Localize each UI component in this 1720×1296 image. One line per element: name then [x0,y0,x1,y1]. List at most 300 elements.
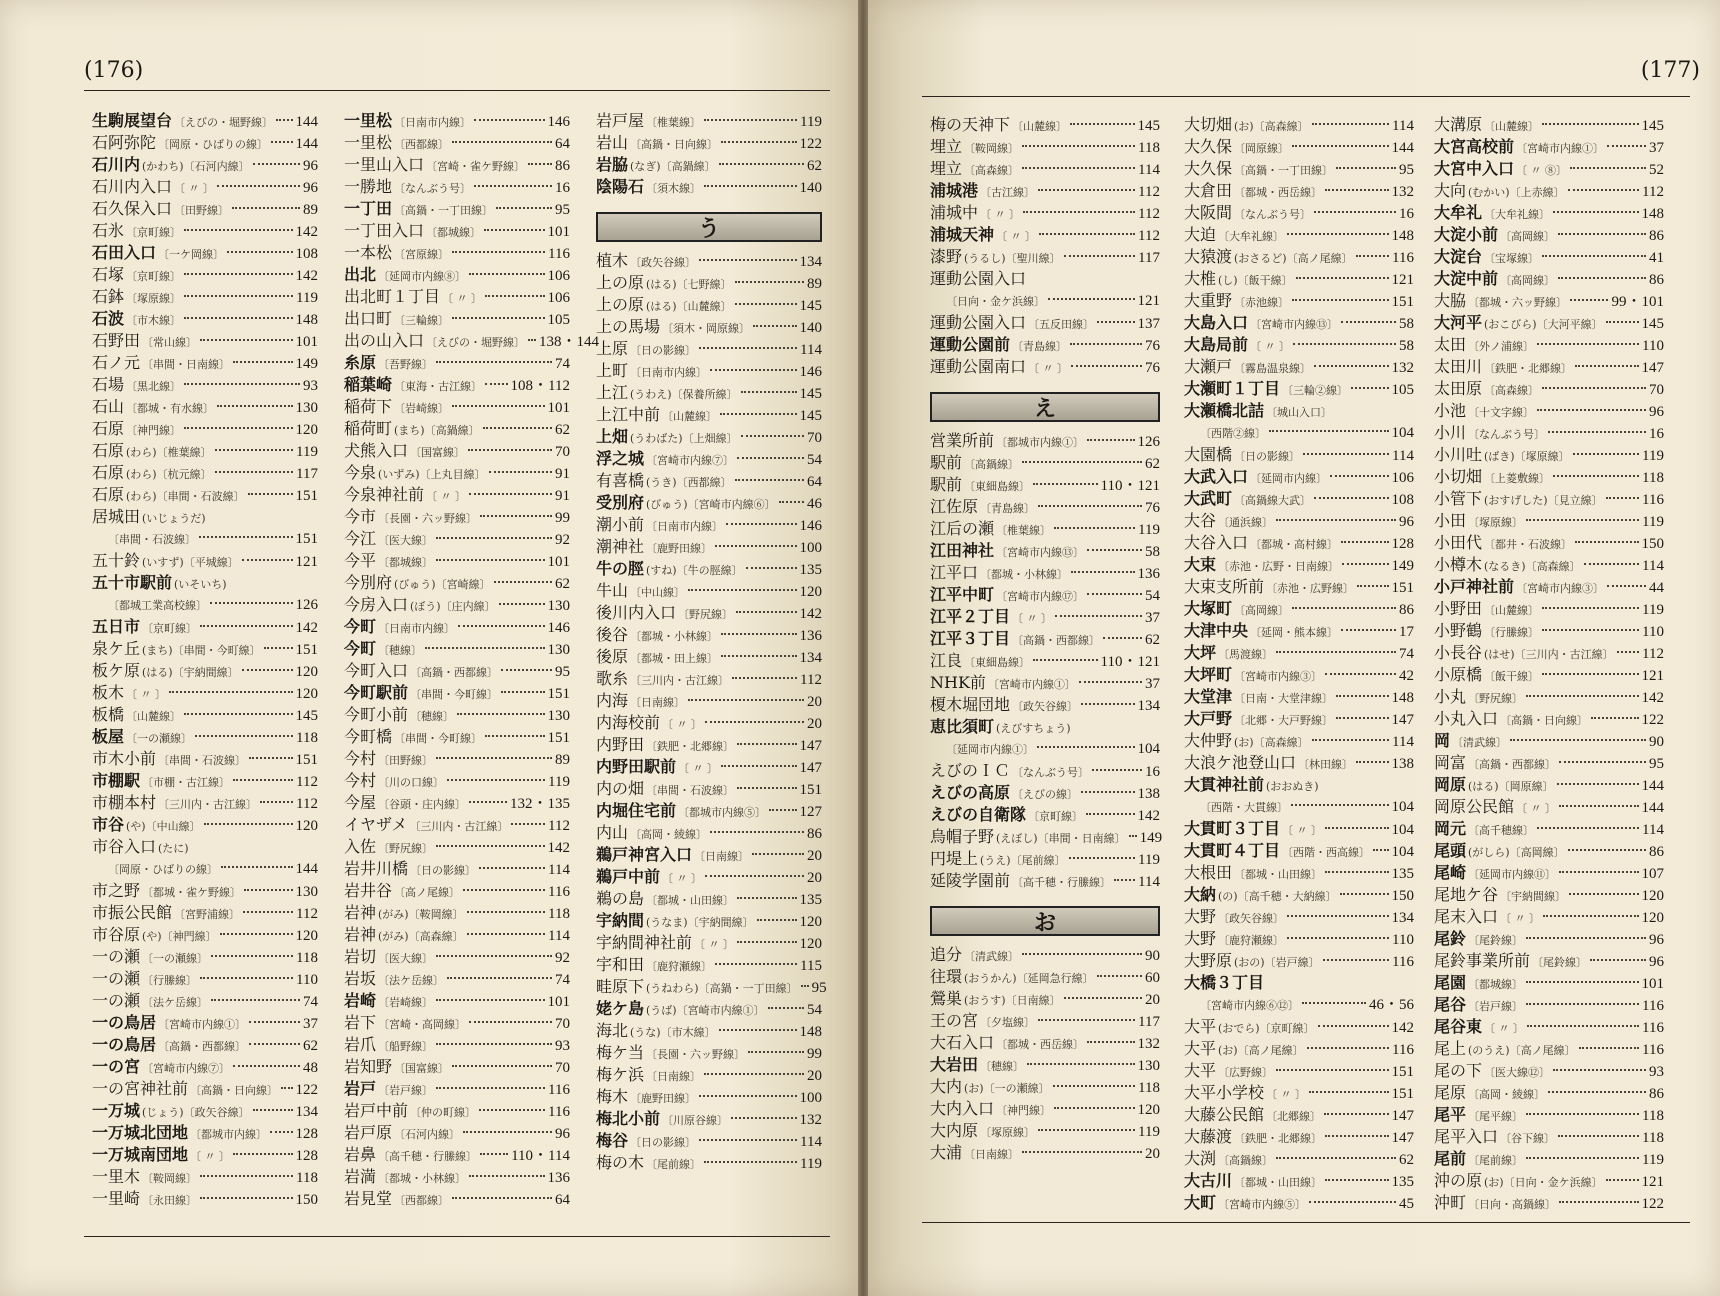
leader-dots [468,449,552,451]
route-name: 〔椎葉線〕 [646,116,702,129]
page-ref: 135 [799,892,822,908]
stop-name: 烏帽子野 [930,827,995,846]
route-name: 〔市木線〕 [126,314,182,327]
index-entry [344,352,570,374]
page-ref: 96 [303,158,318,174]
stop-name: 大武町 [1184,489,1233,508]
right-page [868,0,1720,1296]
index-entry [596,132,822,154]
leader-dots [769,809,796,811]
index-entry [92,660,318,682]
stop-name: 鵜の島 [596,889,645,908]
stop-name: 岩山 [596,133,629,152]
stop-name: 市谷 [92,815,125,834]
route-name: 〔三輪線〕 [394,314,450,327]
stop-name: 石久保入口 [92,199,173,218]
stop-name: 上江中前 [596,405,661,424]
page-ref: 122 [295,1082,318,1098]
page-ref: 101 [547,400,570,416]
page-ref: 151 [295,752,318,768]
page-ref: 119 [800,114,822,130]
route-name: 〔医大線〕 [378,952,434,965]
index-entry [930,518,1160,540]
index-entry [1434,246,1664,268]
index-entry [1434,158,1664,180]
index-entry [596,998,822,1020]
stop-name: 歌糸 [596,669,629,688]
index-entry [92,154,318,176]
page-ref: 119 [1642,602,1664,618]
leader-dots [735,303,797,305]
stop-name: 大平 [1184,1061,1217,1080]
stop-name: 小野鶴 [1434,621,1483,640]
index-entry [1434,950,1664,972]
page-ref: 151 [799,782,822,798]
leader-dots [485,295,544,297]
leader-dots [436,559,544,561]
leader-dots [232,207,300,209]
index-entry [596,910,822,932]
page-ref: 134 [1137,698,1160,714]
leader-dots [1606,1179,1639,1181]
route-name: 〔三川内・古江線〕 [630,674,730,687]
index-entry [596,800,822,822]
stop-name: 小川 [1434,423,1467,442]
index-entry [344,550,570,572]
stop-name: 内山 [596,823,629,842]
leader-dots [489,471,552,473]
page-ref: 86 [807,826,822,842]
index-entry [1434,884,1664,906]
route-name: 〔穂線〕 [410,710,455,723]
leader-dots [452,251,545,253]
leader-dots [484,229,544,231]
page-ref: 110 [296,972,318,988]
index-entry [1184,708,1414,730]
index-entry [1184,268,1414,290]
route-name: (わら)〔杭元線〕 [126,468,212,481]
route-name: 〔 〃 〕 [678,762,719,775]
stop-name: 板木 [92,683,125,702]
leader-dots [1038,1129,1135,1131]
index-entry [344,176,570,198]
stop-name: 潮神社 [596,537,645,556]
page-ref: 112 [548,818,570,834]
page-ref: 114 [1642,558,1664,574]
page-ref: 76 [1145,500,1160,516]
index-entry [1434,290,1664,312]
page-ref: 89 [555,752,570,768]
index-entry [1184,378,1414,400]
route-name: 〔船野線〕 [378,1040,434,1053]
stop-name: 恵比須町 [930,717,995,736]
index-entry [1434,378,1664,400]
route-name: 〔長園・六ッ野線〕 [646,1048,746,1061]
leader-dots [1276,1069,1388,1071]
page-ref: 62 [807,158,822,174]
index-entry [344,506,570,528]
route-name: 〔 〃 〕 [1484,1022,1525,1035]
stop-name: 大平小学校 [1184,1083,1265,1102]
top-rule [922,96,1690,97]
index-entry [596,734,822,756]
index-entry [92,176,318,198]
route-name: (いそいち) [174,578,227,591]
page-ref: 142 [1391,1020,1414,1036]
page-ref: 105 [1391,382,1414,398]
stop-name: 一の鳥居 [92,1035,157,1054]
route-name: 〔城山入口〕 [1266,406,1333,419]
stop-name: 尾上 [1434,1039,1467,1058]
stop-name: 運動公園前 [930,335,1011,354]
leader-dots [1291,804,1389,806]
stop-name: 往環 [930,967,963,986]
route-name: 〔法ケ岳線〕 [142,996,209,1009]
index-entry [1434,598,1664,620]
route-name: 〔 〃 〕 [426,490,467,503]
stop-name: 岩神 [344,903,377,922]
stop-name: 大古川 [1184,1171,1233,1190]
stop-name: 大貫神社前 [1184,775,1265,794]
page-ref: 136 [1137,566,1160,582]
page-ref: 151 [547,686,570,702]
route-name: 〔日南市内線〕 [394,116,472,129]
page-ref: 114 [1392,448,1414,464]
index-entry [92,1122,318,1144]
page-ref: 112 [1138,184,1160,200]
route-name: 〔長園・六ッ野線〕 [378,512,478,525]
index-entry [92,484,318,506]
index-entry [1184,620,1414,642]
stop-name: 大瀬戸 [1184,357,1233,376]
route-name: 〔政矢谷線〕 [630,256,697,269]
route-name: (や)〔中山線〕 [126,820,201,833]
leader-dots [248,493,293,495]
route-name: 〔市棚・古江線〕 [142,776,231,789]
index-entry [344,1100,570,1122]
route-name: 〔 〃 〕 [126,688,167,701]
index-entry [1184,1192,1414,1214]
index-entry [930,268,1160,290]
route-name: 〔都城・小林線〕 [980,568,1069,581]
leader-dots [233,1065,300,1067]
page-ref: 44 [1649,580,1664,596]
stop-name: 今泉 [344,463,377,482]
route-name: (いすず)〔平城線〕 [142,556,239,569]
leader-dots [463,1131,552,1133]
index-entry [344,616,570,638]
leader-dots [249,1043,300,1045]
index-entry [1184,180,1414,202]
leader-dots [1542,255,1646,257]
stop-name: 一の瀬 [92,991,141,1010]
route-name: 〔日南市内線〕 [646,520,724,533]
page-ref: 93 [555,1038,570,1054]
page-ref: 120 [799,584,822,600]
stop-name: 太田川 [1434,357,1483,376]
stop-name: 江平中町 [930,585,995,604]
page-ref: 118 [1642,470,1664,486]
index-entry [930,540,1160,562]
stop-name: 石原 [92,485,125,504]
leader-dots [1590,959,1646,961]
page-ref: 132 [799,1112,822,1128]
index-entry [930,760,1160,782]
leader-dots [184,295,293,297]
route-name: 〔 〃 〕 [662,718,703,731]
leader-dots [501,691,544,693]
leader-dots [704,1073,804,1075]
index-entry [1434,994,1664,1016]
leader-dots [270,1131,292,1133]
page-ref: 110 [1642,338,1664,354]
index-entry [92,396,318,418]
index-entry [930,1142,1160,1164]
page-ref: 118 [1642,1130,1664,1146]
page-ref: 117 [296,466,318,482]
index-column [92,110,318,1210]
index-entry [1184,400,1414,422]
stop-name: 今市 [344,507,377,526]
route-name: 〔日の影線〕 [630,1136,697,1149]
stop-name: 岡 [1434,731,1451,750]
leader-dots [1548,431,1646,433]
leader-dots [479,867,545,869]
page-ref: 20 [1145,992,1160,1008]
index-entry [596,1042,822,1064]
leader-dots [1325,827,1388,829]
leader-dots [1269,430,1389,432]
stop-name: 陰陽石 [596,177,645,196]
stop-name: 大束 [1184,555,1217,574]
route-name: 〔都城・小林線〕 [378,1172,467,1185]
leader-dots [1569,893,1638,895]
index-entry [344,264,570,286]
index-entry [930,158,1160,180]
leader-dots [485,383,508,385]
index-entry [92,792,318,814]
stop-name: 小川吐 [1434,445,1483,464]
page-ref: 142 [295,268,318,284]
stop-name: NHK前 [930,673,986,692]
leader-dots [1292,607,1396,609]
route-name: 〔都城工業高校線〕 [108,599,207,612]
index-entry [344,814,570,836]
index-entry [92,924,318,946]
route-name: 〔尾平線〕 [1468,1110,1524,1123]
leader-dots [184,317,292,319]
index-entry [1434,928,1664,950]
stop-name: 大平 [1184,1039,1217,1058]
page-ref: 99 [807,1046,822,1062]
index-entry [1434,400,1664,422]
stop-name: 一本松 [344,243,393,262]
stop-name: 岩坂 [344,969,377,988]
page-ref: 147 [1641,360,1664,376]
route-name: 〔外ノ浦線〕 [1468,340,1535,353]
index-entry [596,778,822,800]
page-ref: 46・56 [1368,997,1414,1013]
route-name: 〔神門線〕 [996,1104,1052,1117]
stop-name: 出北町１丁目 [344,287,441,306]
page-ref: 148 [1641,206,1664,222]
index-entry [344,594,570,616]
page-ref: 118 [1138,1080,1160,1096]
stop-name: 一勝地 [344,177,393,196]
index-entry [596,1108,822,1130]
page-ref: 121 [1641,1174,1664,1190]
leader-dots [1325,673,1396,675]
index-entry [1434,1016,1664,1038]
index-entry [1184,994,1414,1016]
stop-name: 大淀台 [1434,247,1483,266]
index-entry [930,452,1160,474]
stop-name: 尾原 [1434,1083,1467,1102]
page-ref: 151 [295,531,318,547]
route-name: 〔えびの・堀野線〕 [174,116,274,129]
leader-dots [1087,549,1142,551]
route-name: (うな)〔市木線〕 [630,1026,716,1039]
route-name: 〔京町線〕 [1028,810,1084,823]
page-ref: 48 [303,1060,318,1076]
leader-dots [242,669,293,671]
index-entry [596,154,822,176]
index-entry [596,624,822,646]
leader-dots [227,251,292,253]
index-entry [1184,114,1414,136]
index-entry [92,880,318,902]
stop-name: 植木 [596,251,629,270]
stop-name: 岩切 [344,947,377,966]
route-name: 〔椎葉線〕 [996,524,1052,537]
leader-dots [746,567,797,569]
index-entry [1434,334,1664,356]
index-entry [930,584,1160,606]
stop-name: 大野 [1184,929,1217,948]
page-ref: 20 [807,1068,822,1084]
route-name: 〔馬渡線〕 [1218,648,1274,661]
stop-name: 岩満 [344,1167,377,1186]
stop-name: 小管下 [1434,489,1483,508]
leader-dots [467,933,545,935]
page-ref: 108・112 [510,378,570,394]
stop-name: 生駒展望台 [92,111,173,130]
leader-dots [457,713,544,715]
index-entry [344,1078,570,1100]
leader-dots [1309,1201,1396,1203]
stop-name: 岡元 [1434,819,1467,838]
index-entry [92,440,318,462]
leader-dots [1287,915,1388,917]
page-ref: 64 [555,1192,570,1208]
page-ref: 145 [1137,118,1160,134]
page-ref: 134 [1391,910,1414,926]
route-name: 〔 〃 ⑧〕 [1516,164,1568,177]
stop-name: 宇和田 [596,955,645,974]
route-name: (じょう)〔政矢谷線〕 [142,1106,250,1119]
route-name: 〔尾鈴線〕 [1468,934,1524,947]
index-entry [344,154,570,176]
index-entry [92,682,318,704]
page-ref: 62 [303,1038,318,1054]
leader-dots [1027,1063,1134,1065]
page-ref: 132 [1391,184,1414,200]
index-entry [596,580,822,602]
leader-dots [1325,1179,1388,1181]
index-entry [930,334,1160,356]
stop-name: 江佐原 [930,497,979,516]
stop-name: 大内入口 [930,1099,995,1118]
route-name: 〔都城線〕 [426,226,482,239]
leader-dots [184,229,292,231]
stop-name: 今平 [344,551,377,570]
index-entry [344,792,570,814]
leader-dots [1526,519,1639,521]
stop-name: 太田 [1434,335,1467,354]
route-name: 〔京町線〕 [142,622,198,635]
index-entry [596,1064,822,1086]
leader-dots [1617,651,1639,653]
page-ref: 62 [555,576,570,592]
index-entry [92,1012,318,1034]
stop-name: 海北 [596,1021,629,1040]
leader-dots [719,1029,797,1031]
route-name: 〔谷頭・庄内線〕 [378,798,467,811]
index-entry [930,474,1160,496]
stop-name: 石波 [92,309,125,328]
page-ref: 130 [547,598,570,614]
route-name: 〔日南線〕 [964,1148,1020,1161]
route-name: (すね)〔牛の脛線〕 [646,564,743,577]
leader-dots [1022,461,1142,463]
leader-dots [705,875,804,877]
stop-name: 潮小前 [596,515,645,534]
route-name: 〔日南線〕 [646,1070,702,1083]
route-name: 〔宮崎市内線①〕 [158,1018,247,1031]
leader-dots [736,611,796,613]
stop-name: 今町橋 [344,727,393,746]
page-ref: 151 [547,730,570,746]
route-name: 〔尾鈴線〕 [1532,956,1588,969]
stop-name: 五十市駅前 [92,573,173,592]
stop-name: 大渕 [1184,1149,1217,1168]
page-ref: 60 [1145,970,1160,986]
route-name: 〔 〃 〕 [1012,612,1053,625]
leader-dots [1558,233,1646,235]
leader-dots [710,369,796,371]
route-name: 〔宮崎市内線①〕 [987,678,1076,691]
stop-name: 沖町 [1434,1193,1467,1212]
index-entry [1434,730,1664,752]
index-entry [1184,202,1414,224]
leader-dots [735,281,804,283]
leader-dots [1055,615,1142,617]
index-entry [1434,554,1664,576]
route-name: (うわえ)〔保養所線〕 [630,388,738,401]
leader-dots [220,933,293,935]
route-name: 〔 〃 〕 [662,872,703,885]
index-entry [930,496,1160,518]
leader-dots [1303,453,1389,455]
route-name: 〔岡原・ひばりの線〕 [108,863,218,876]
leader-dots [1038,1019,1135,1021]
leader-dots [1325,871,1388,873]
page-ref: 101 [295,334,318,350]
leader-dots [211,999,300,1001]
route-name: 〔高岡線〕 [1234,604,1290,617]
leader-dots [1081,791,1134,793]
index-entry [1184,950,1414,972]
